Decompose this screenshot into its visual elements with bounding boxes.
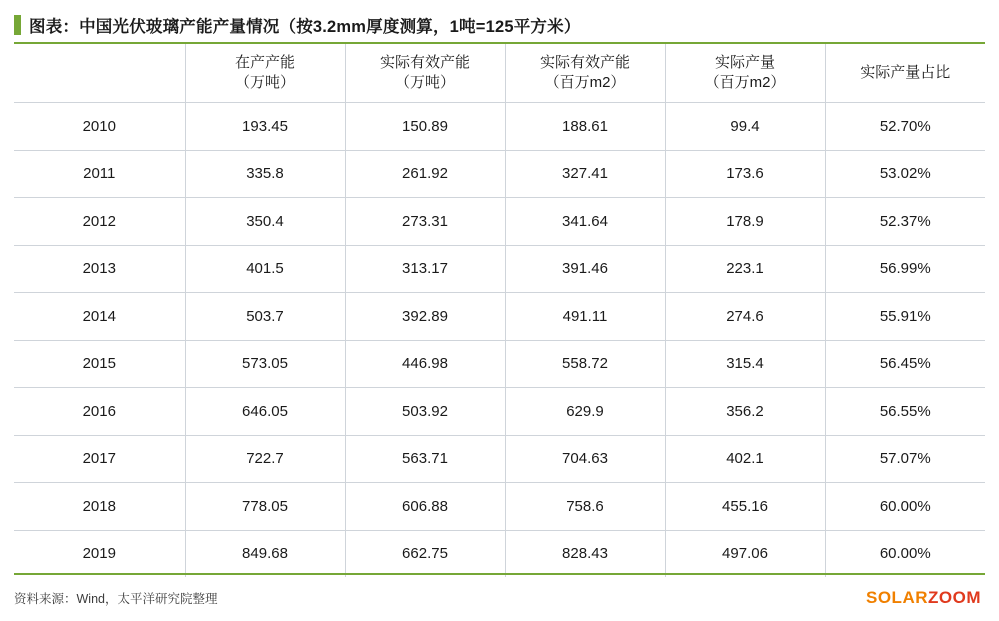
page-title: 图表：中国光伏玻璃产能产量情况（按3.2mm厚度测算，1吨=125平方米）: [29, 18, 581, 36]
column-header-corner: [14, 44, 185, 103]
table-header-row: [14, 44, 985, 103]
cell-output-ratio: 53.02%: [825, 150, 985, 198]
brand-logo-accent: ZOOM: [928, 588, 981, 607]
row-year: 2019: [14, 530, 185, 577]
cell-effective-capacity-m2: 758.6: [505, 483, 665, 531]
table-row: [14, 483, 985, 531]
cell-output-m2: 223.1: [665, 245, 825, 293]
cell-effective-capacity-wt: 261.92: [345, 150, 505, 198]
table-body: [14, 103, 985, 578]
cell-effective-capacity-wt: 446.98: [345, 340, 505, 388]
cell-capacity-wt: 350.4: [185, 198, 345, 246]
cell-capacity-wt: 335.8: [185, 150, 345, 198]
cell-output-ratio: 60.00%: [825, 483, 985, 531]
cell-effective-capacity-m2: 188.61: [505, 103, 665, 151]
cell-output-m2: 315.4: [665, 340, 825, 388]
table-row: [14, 388, 985, 436]
table-row: [14, 245, 985, 293]
cell-effective-capacity-wt: 606.88: [345, 483, 505, 531]
cell-output-m2: 356.2: [665, 388, 825, 436]
row-year: 2012: [14, 198, 185, 246]
column-header-output-ratio: 实际产量占比: [825, 44, 985, 103]
cell-output-m2: 173.6: [665, 150, 825, 198]
cell-output-ratio: 52.37%: [825, 198, 985, 246]
cell-effective-capacity-m2: 391.46: [505, 245, 665, 293]
cell-output-ratio: 57.07%: [825, 435, 985, 483]
column-header-output-m2: 实际产量 （百万m2）: [665, 44, 825, 103]
cell-effective-capacity-m2: 704.63: [505, 435, 665, 483]
cell-effective-capacity-wt: 273.31: [345, 198, 505, 246]
table-row: [14, 293, 985, 341]
cell-output-ratio: 56.45%: [825, 340, 985, 388]
cell-effective-capacity-m2: 341.64: [505, 198, 665, 246]
column-header-effective-capacity-wt: 实际有效产能 （万吨）: [345, 44, 505, 103]
table-row: [14, 198, 985, 246]
row-year: 2013: [14, 245, 185, 293]
table-row: [14, 150, 985, 198]
cell-capacity-wt: 193.45: [185, 103, 345, 151]
cell-output-m2: 178.9: [665, 198, 825, 246]
row-year: 2010: [14, 103, 185, 151]
cell-effective-capacity-m2: 558.72: [505, 340, 665, 388]
cell-output-ratio: 55.91%: [825, 293, 985, 341]
cell-output-m2: 274.6: [665, 293, 825, 341]
cell-capacity-wt: 849.68: [185, 530, 345, 577]
cell-capacity-wt: 401.5: [185, 245, 345, 293]
cell-effective-capacity-m2: 327.41: [505, 150, 665, 198]
cell-effective-capacity-wt: 313.17: [345, 245, 505, 293]
cell-output-m2: 402.1: [665, 435, 825, 483]
cell-effective-capacity-wt: 563.71: [345, 435, 505, 483]
brand-logo-main: SOLAR: [866, 588, 928, 607]
cell-effective-capacity-m2: 629.9: [505, 388, 665, 436]
cell-output-ratio: 56.99%: [825, 245, 985, 293]
cell-effective-capacity-m2: 828.43: [505, 530, 665, 577]
cell-effective-capacity-wt: 503.92: [345, 388, 505, 436]
cell-effective-capacity-wt: 150.89: [345, 103, 505, 151]
cell-capacity-wt: 503.7: [185, 293, 345, 341]
row-year: 2018: [14, 483, 185, 531]
row-year: 2014: [14, 293, 185, 341]
cell-output-m2: 455.16: [665, 483, 825, 531]
cell-effective-capacity-m2: 491.11: [505, 293, 665, 341]
cell-capacity-wt: 646.05: [185, 388, 345, 436]
chart-footer: [14, 573, 985, 621]
row-year: 2011: [14, 150, 185, 198]
row-year: 2017: [14, 435, 185, 483]
data-table: [14, 44, 985, 577]
column-header-capacity-wt: 在产产能 （万吨）: [185, 44, 345, 103]
cell-output-m2: 99.4: [665, 103, 825, 151]
brand-logo: [866, 588, 985, 608]
row-year: 2015: [14, 340, 185, 388]
cell-capacity-wt: 573.05: [185, 340, 345, 388]
table-row: [14, 530, 985, 577]
row-year: 2016: [14, 388, 185, 436]
cell-capacity-wt: 778.05: [185, 483, 345, 531]
cell-output-ratio: 56.55%: [825, 388, 985, 436]
cell-output-m2: 497.06: [665, 530, 825, 577]
cell-output-ratio: 60.00%: [825, 530, 985, 577]
table-row: [14, 435, 985, 483]
cell-capacity-wt: 722.7: [185, 435, 345, 483]
table-row: [14, 103, 985, 151]
table-row: [14, 340, 985, 388]
cell-effective-capacity-wt: 662.75: [345, 530, 505, 577]
cell-output-ratio: 52.70%: [825, 103, 985, 151]
source-note: 资料来源：Wind，太平洋研究院整理: [14, 592, 218, 606]
chart-title-bar: [14, 10, 985, 44]
column-header-effective-capacity-m2: 实际有效产能 （百万m2）: [505, 44, 665, 103]
cell-effective-capacity-wt: 392.89: [345, 293, 505, 341]
title-accent-bar: [14, 15, 21, 35]
